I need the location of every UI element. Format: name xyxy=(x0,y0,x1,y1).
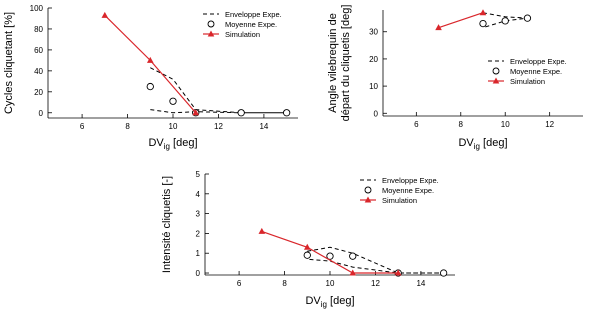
y-tick-label: 60 xyxy=(34,45,43,55)
y-tick-label: 1 xyxy=(195,249,200,259)
mean-point-marker xyxy=(238,110,244,116)
mean-point-marker xyxy=(147,83,153,89)
legend-label: Moyenne Expe. xyxy=(382,186,435,195)
mean-point-marker xyxy=(283,110,289,116)
simulation-point-marker xyxy=(259,228,266,234)
x-tick-label: 14 xyxy=(416,279,426,288)
x-axis-title-unit: [deg] xyxy=(169,137,198,149)
legend-label: Enveloppe Expe. xyxy=(225,10,282,19)
x-axis-title-main: DV xyxy=(458,137,474,149)
legend-label: Moyenne Expe. xyxy=(225,20,278,29)
legend xyxy=(203,10,282,39)
chart-intensite xyxy=(161,170,455,309)
x-axis-title-unit: [deg] xyxy=(479,137,508,149)
legend-label: Simulation xyxy=(225,30,261,39)
x-tick-label: 10 xyxy=(500,120,510,129)
series-simulation-line xyxy=(262,231,398,273)
legend-mean-swatch xyxy=(493,68,499,74)
mean-point-marker xyxy=(480,20,486,26)
legend xyxy=(360,176,439,205)
y-axis-title: départ du cliquetis [deg] xyxy=(340,4,352,122)
series-envelope-line xyxy=(307,247,443,273)
x-tick-label: 8 xyxy=(282,279,287,288)
x-tick-label: 12 xyxy=(545,120,555,129)
y-tick-label: 5 xyxy=(195,170,200,179)
x-axis-title-sub: ig xyxy=(320,300,327,309)
x-axis-title xyxy=(458,137,507,151)
y-tick-label: 0 xyxy=(373,109,378,119)
legend xyxy=(488,57,567,86)
x-tick-label: 10 xyxy=(325,279,335,288)
legend-mean-swatch xyxy=(208,21,214,27)
y-tick-label: 4 xyxy=(195,189,200,199)
mean-point-marker xyxy=(170,98,176,104)
legend-label: Simulation xyxy=(510,77,546,86)
x-tick-label: 14 xyxy=(259,122,269,131)
mean-point-marker xyxy=(350,253,356,259)
legend-mean-swatch xyxy=(365,187,371,193)
x-axis-title xyxy=(305,295,354,309)
chart-cycles xyxy=(3,4,298,151)
mean-point-marker xyxy=(304,252,310,258)
series-envelope-line xyxy=(150,68,286,113)
x-tick-label: 6 xyxy=(414,120,419,129)
y-tick-label: 2 xyxy=(195,229,200,239)
y-tick-label: 0 xyxy=(38,108,43,118)
x-tick-label: 8 xyxy=(458,120,464,129)
y-tick-label: 80 xyxy=(34,24,43,34)
y-tick-label: 3 xyxy=(195,209,200,219)
x-tick-label: 6 xyxy=(79,122,85,131)
mean-point-marker xyxy=(502,18,508,24)
x-axis-title-sub: ig xyxy=(473,142,480,151)
y-axis-title: Angle vilebrequin de xyxy=(327,13,339,113)
x-axis-title-main: DV xyxy=(148,137,164,149)
x-axis-title xyxy=(148,137,197,151)
chart-angle xyxy=(327,5,583,151)
y-tick-label: 100 xyxy=(29,4,43,13)
mean-point-marker xyxy=(524,15,530,21)
x-tick-label: 6 xyxy=(236,279,242,288)
simulation-point-marker xyxy=(480,9,487,15)
y-axis-title: Intensité cliquetis [-] xyxy=(161,175,173,274)
y-tick-label: 30 xyxy=(369,27,378,37)
y-tick-label: 0 xyxy=(195,269,200,279)
x-tick-label: 12 xyxy=(214,122,223,131)
x-axis-title-sub: ig xyxy=(163,142,170,151)
y-tick-label: 10 xyxy=(369,82,378,92)
y-tick-label: 40 xyxy=(34,66,43,76)
x-tick-label: 10 xyxy=(168,122,178,131)
legend-label: Enveloppe Expe. xyxy=(510,57,567,66)
legend-label: Enveloppe Expe. xyxy=(382,176,439,185)
mean-point-marker xyxy=(440,270,446,276)
legend-label: Simulation xyxy=(382,196,418,205)
simulation-point-marker xyxy=(102,12,109,18)
y-tick-label: 20 xyxy=(369,54,378,64)
x-axis-title-main: DV xyxy=(305,295,321,307)
legend-label: Moyenne Expe. xyxy=(510,67,563,76)
series-simulation-line xyxy=(105,15,196,112)
y-axis-title: Cycles cliquetant [%] xyxy=(3,11,15,115)
y-tick-label: 20 xyxy=(34,87,43,97)
x-tick-label: 8 xyxy=(125,122,130,131)
x-axis-title-unit: [deg] xyxy=(326,295,355,307)
x-tick-label: 12 xyxy=(371,279,380,288)
series-simulation-line xyxy=(439,13,483,28)
